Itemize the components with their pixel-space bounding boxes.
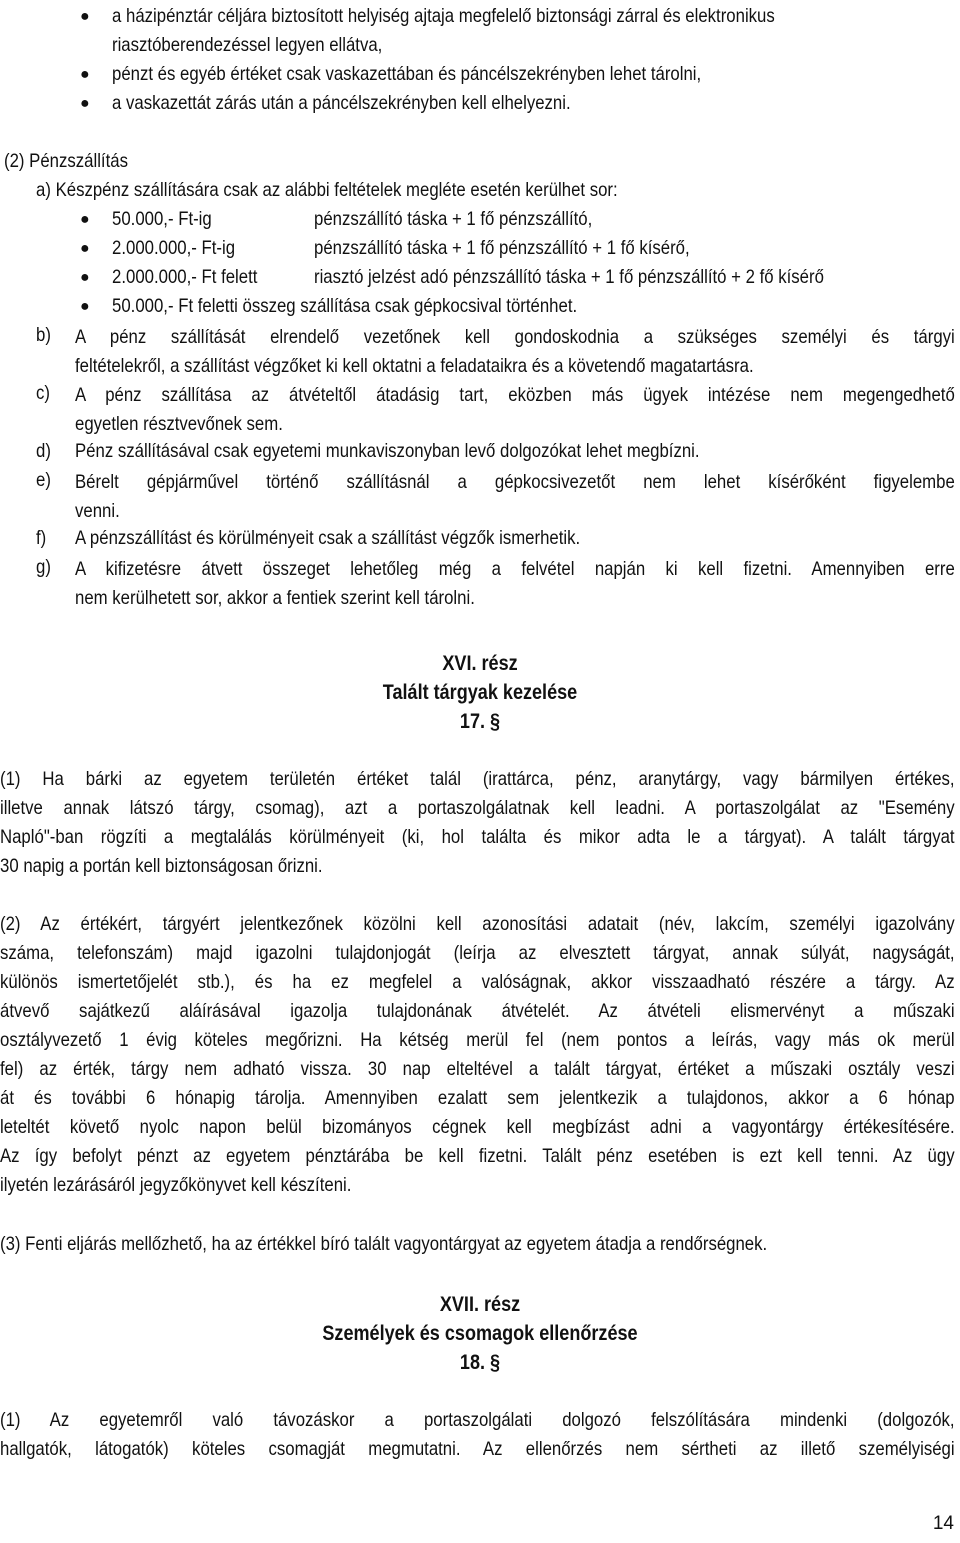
bullet-text: a vaskazettát zárás után a páncélszekrényben kell elhelyezni.	[112, 92, 571, 114]
section-heading: (2) Pénzszállítás	[4, 150, 128, 172]
item-text: A pénz szállítása az átvételtől átadásig tart, eközben más ügyek intézése nem megengedhető egyetlen résztvevőnek sem.	[75, 384, 955, 435]
bullet-icon: ●	[80, 240, 90, 257]
bullet-text: a házipénztár céljára biztosított helyiség ajtaja megfelelő biztonsági zárral és elektronikus	[112, 5, 775, 27]
item-text: A pénzszállítást és körülményeit csak a szállítást végzők ismerhetik.	[75, 527, 581, 549]
item-text: A pénz szállítását elrendelő vezetőnek kell gondoskodnia a szükséges személyi és tárgyi feltételekről, a szállítást végzőket ki kell oktatni a feladataikra és a követendő magatartásra.	[75, 326, 955, 377]
transport-amount: 2.000.000,- Ft felett	[112, 266, 258, 288]
item-label: g)	[36, 556, 51, 578]
item-label: f)	[36, 527, 47, 549]
bullet-text: pénzt és egyéb értéket csak vaskazettában és páncélszekrényben lehet tárolni,	[112, 63, 702, 85]
part-heading: XVII. rész	[439, 1293, 521, 1316]
part-title: Személyek és csomagok ellenőrzése	[322, 1322, 638, 1345]
section-number: 18. §	[459, 1351, 501, 1374]
bullet-icon: ●	[80, 269, 90, 286]
bullet-icon: ●	[80, 8, 90, 25]
bullet-icon: ●	[80, 298, 90, 315]
transport-amount: 50.000,- Ft feletti összeg szállítása csak gépkocsival történhet.	[112, 295, 578, 317]
section-number: 17. §	[459, 710, 501, 733]
item-text: A kifizetésre átvett összeget lehetőleg még a felvétel napján ki kell fizetni. Amennyiben erre nem kerülhetett sor, akkor a fentiek szerint kell tárolni.	[75, 558, 955, 609]
transport-desc: pénzszállító táska + 1 fő pénzszállító,	[314, 208, 593, 230]
paragraph-17-3: (3) Fenti eljárás mellőzhető, ha az értékkel bíró talált vagyontárgyat az egyetem átadja a rendőrségnek.	[0, 1233, 768, 1255]
item-a: a) Készpénz szállítására csak az alábbi feltételek megléte esetén kerülhet sor:	[36, 179, 618, 201]
paragraph-17-1: (1) Ha bárki az egyetem területén értéket talál (irattárca, pénz, aranytárgy, vagy bármilyen értékes, illetve annak látszó tárgy, csomag), azt a portaszolgálatnak kell leadni. A portaszolgálat az "Esemény Napló"-ban rögzíti a megtalálás körülményeit (ki, hol találta és mikor adta le a tárgyat). A talált tárgyat 30 napig a portán kell biztonságosan őrizni.	[0, 768, 955, 877]
page-number: 14	[932, 1513, 954, 1534]
item-text: Pénz szállításával csak egyetemi munkaviszonyban levő dolgozókat lehet megbízni.	[75, 440, 700, 462]
item-label: c)	[36, 382, 50, 404]
item-label: d)	[36, 440, 51, 462]
part-title: Talált tárgyak kezelése	[382, 681, 578, 704]
transport-amount: 2.000.000,- Ft-ig	[112, 237, 236, 259]
bullet-icon: ●	[80, 66, 90, 83]
transport-desc: pénzszállító táska + 1 fő pénzszállító + 1 fő kísérő,	[314, 237, 690, 259]
bullet-icon: ●	[80, 95, 90, 112]
paragraph-18-1: (1) Az egyetemről való távozáskor a portaszolgálati dolgozó felszólítására mindenki (dolgozók, hallgatók, látogatók) köteles csomagját megmutatni. Az ellenőrzés nem sértheti az illető személyiségi	[0, 1409, 955, 1460]
part-heading: XVI. rész	[442, 652, 518, 675]
bullet-icon: ●	[80, 211, 90, 228]
item-label: b)	[36, 324, 51, 346]
transport-desc: riasztó jelzést adó pénzszállító táska + 1 fő pénzszállító + 2 fő kísérő	[314, 266, 824, 288]
item-text: Bérelt gépjárművel történő szállításnál a gépkocsivezetőt nem lehet kísérőként figyelembe venni.	[75, 471, 955, 522]
paragraph-17-2: (2) Az értékért, tárgyért jelentkezőnek közölni kell azonosítási adatait (név, lakcím, személyi igazolvány száma, telefonszám) majd igazolni tulajdonjogát (leírja az elvesztett tárgyat, annak súlyát, nagyságát, különös ismertetőjelét stb.), és ha ez megfelel a valóságnak, akkor visszaadható részére a tárgy. Az átvevő sajátkezű aláírásával igazolja tulajdonának átvételét. Az átvételi elismervényt a műszaki osztályvezető 1 évig köteles megőrizni. Ha kétség merül fel (nem pontos a leírás, vagy más ok merül fel) az érték, tárgy nem adható vissza. 30 nap elteltével a talált tárgyat, értéket a műszaki osztály veszi át és további 6 hónapig tárolja. Amennyiben ezalatt sem jelentkezik a tulajdonos, akkor a 6 hónap leteltét követő nyolc napon belül bizományos cégnek kell megbízást adni a vagyontárgy értékesítésére. Az így befolyt pénzt az egyetem pénztárába be kell fizetni. Talált pénz esetében is ezt kell tenni. Az ügy ilyetén lezárásáról jegyzőkönyvet kell készíteni.	[0, 913, 955, 1196]
item-label: e)	[36, 469, 51, 491]
transport-amount: 50.000,- Ft-ig	[112, 208, 212, 230]
bullet-text: riasztóberendezéssel legyen ellátva,	[112, 34, 383, 56]
